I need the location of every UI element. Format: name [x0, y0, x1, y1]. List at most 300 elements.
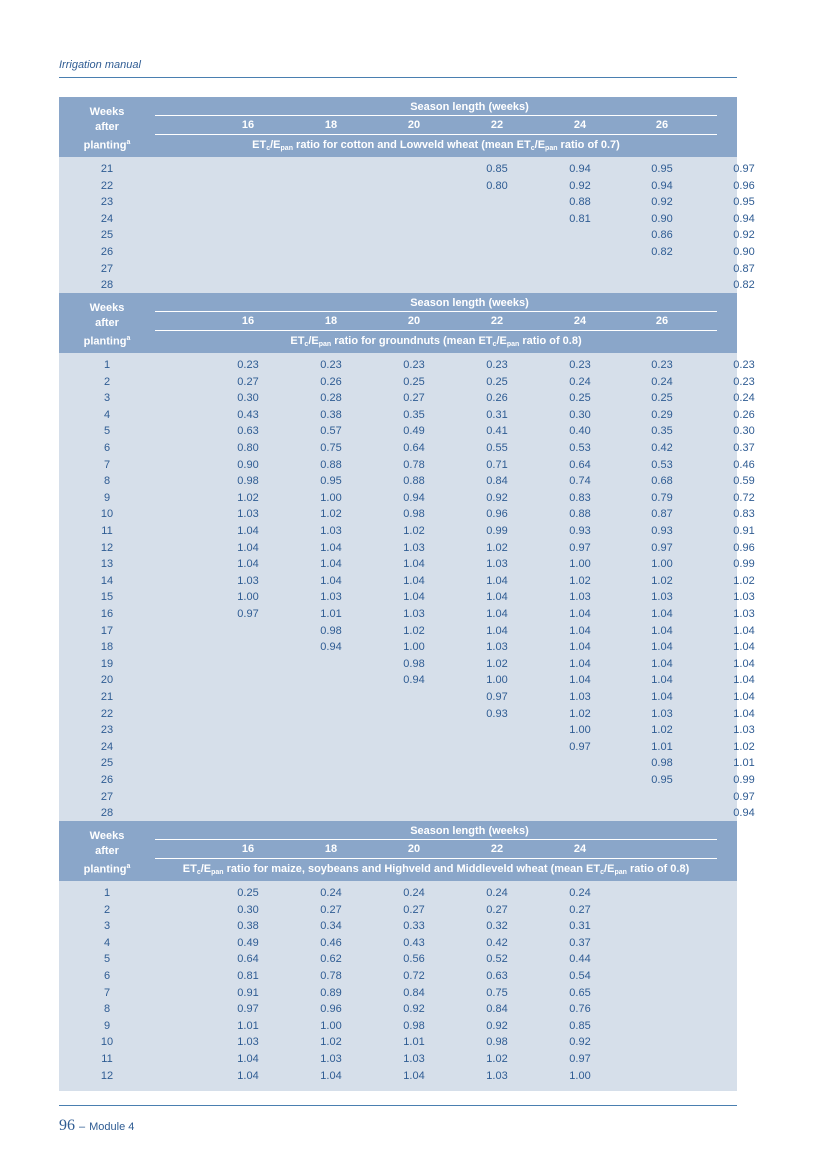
value-cell: 1.00: [320, 491, 342, 504]
value-cell: 0.23: [569, 359, 591, 371]
value-cell: 1.01: [237, 1019, 259, 1032]
value-cell: 1.04: [733, 624, 755, 637]
week-cell: 5: [103, 425, 111, 438]
table-row: [59, 672, 755, 688]
header-rule: [155, 330, 717, 331]
value-cell: 1.04: [320, 541, 342, 554]
value-cell: 0.90: [733, 246, 755, 258]
weeks-label-line: [59, 120, 155, 135]
value-cell: 1.04: [569, 624, 591, 637]
value-cell: 0.88: [569, 196, 591, 209]
value-cell: 1.04: [733, 674, 755, 687]
week-cell: 1: [103, 359, 111, 371]
value-cell: 0.85: [569, 1019, 591, 1032]
week-cell: 8: [103, 1003, 111, 1016]
column-header-24: 24: [573, 119, 587, 131]
value-cell: 1.03: [569, 591, 591, 604]
value-cell: 1.04: [486, 624, 508, 637]
value-cell: 1.04: [237, 541, 259, 554]
caption-text: ratio for maize, soybeans and Highveld and Middleveld wheat (mean ET: [223, 863, 601, 875]
value-cell: 0.44: [569, 953, 591, 966]
value-cell: 0.29: [651, 408, 673, 421]
caption-subscript: pan: [280, 145, 293, 152]
table-row: [59, 805, 755, 821]
week-cell: 28: [100, 279, 114, 292]
value-cell: 1.04: [237, 525, 259, 537]
caption-subscript: pan: [614, 869, 627, 876]
value-cell: 0.98: [651, 757, 673, 770]
column-header-16: 16: [241, 119, 255, 131]
value-cell: 0.85: [486, 163, 508, 175]
value-cell: 0.94: [403, 491, 425, 504]
value-cell: 0.92: [569, 1036, 591, 1049]
table-row: [59, 606, 755, 622]
caption-subscript: pan: [211, 869, 224, 876]
value-cell: 0.41: [486, 425, 508, 438]
table-header: [59, 293, 751, 353]
value-cell: 0.96: [733, 179, 755, 192]
value-cell: 0.92: [403, 1003, 425, 1016]
value-cell: 0.97: [569, 1053, 591, 1065]
caption-subscript: pan: [318, 341, 332, 348]
week-cell: 3: [103, 392, 111, 405]
value-cell: 0.23: [651, 359, 673, 371]
value-cell: 1.00: [569, 1069, 591, 1082]
table-row: [59, 277, 755, 293]
value-cell: 0.49: [403, 425, 425, 438]
table-header: [59, 97, 751, 157]
column-header-16: 16: [241, 315, 255, 327]
weeks-label-line: [59, 859, 155, 878]
value-cell: 1.03: [237, 574, 259, 587]
value-cell: 0.53: [651, 458, 673, 471]
table-row: [59, 390, 755, 406]
weeks-label-text: planting: [83, 335, 127, 348]
value-cell: 0.63: [237, 425, 259, 438]
week-cell: 24: [100, 740, 114, 753]
value-cell: 0.83: [733, 508, 755, 521]
value-cell: 1.03: [733, 591, 755, 604]
caption-subscript: c: [196, 869, 201, 876]
value-cell: 0.37: [733, 442, 755, 454]
value-cell: 0.53: [569, 442, 591, 454]
value-cell: 1.02: [569, 707, 591, 720]
table-row: [59, 985, 737, 1001]
week-cell: 13: [100, 558, 114, 571]
season-length-label: Season length (weeks): [410, 297, 529, 309]
value-cell: 0.27: [403, 392, 425, 405]
value-cell: 0.28: [320, 392, 342, 405]
table-row: [59, 211, 755, 227]
value-cell: 1.04: [237, 558, 259, 571]
week-cell: 6: [103, 442, 111, 454]
table-row: [59, 1051, 737, 1067]
weeks-label-text: planting: [83, 139, 127, 152]
table-row: [59, 772, 755, 788]
table-row: [59, 357, 755, 373]
table-row: [59, 161, 755, 177]
table-row: [59, 473, 755, 489]
footnote-marker: a: [126, 335, 131, 342]
value-cell: 1.03: [320, 1053, 342, 1065]
caption-text: ratio of 0.8): [519, 335, 582, 347]
footer-module: Module 4: [89, 1121, 135, 1133]
week-cell: 17: [100, 624, 114, 637]
table-row: [59, 755, 755, 771]
value-cell: 1.03: [486, 558, 508, 571]
value-cell: 0.30: [237, 392, 259, 405]
value-cell: 0.57: [320, 425, 342, 438]
value-cell: 0.26: [733, 408, 755, 421]
value-cell: 0.23: [237, 359, 259, 371]
value-cell: 0.97: [486, 691, 508, 703]
value-cell: 0.35: [651, 425, 673, 438]
value-cell: 0.93: [486, 707, 508, 720]
week-cell: 12: [100, 541, 114, 554]
table-body: [59, 881, 737, 1091]
value-cell: 0.86: [651, 229, 673, 242]
week-cell: 18: [100, 641, 114, 654]
value-cell: 1.04: [486, 574, 508, 587]
table-row: [59, 656, 755, 672]
value-cell: 1.01: [403, 1036, 425, 1049]
week-cell: 27: [100, 790, 114, 803]
value-cell: 0.89: [320, 986, 342, 999]
value-cell: 1.04: [651, 691, 673, 703]
value-cell: 0.25: [651, 392, 673, 405]
caption-text: /E: [270, 139, 281, 151]
weeks-label-text: after: [95, 121, 119, 133]
footnote-marker: a: [126, 863, 131, 870]
table-row: [59, 244, 755, 260]
weeks-label-line: [59, 331, 155, 350]
value-cell: 0.23: [733, 359, 755, 371]
value-cell: 0.98: [320, 624, 342, 637]
week-cell: 12: [100, 1069, 114, 1082]
value-cell: 1.04: [651, 641, 673, 654]
value-cell: 1.04: [651, 624, 673, 637]
value-cell: 1.04: [733, 657, 755, 670]
table-caption: [155, 138, 717, 156]
value-cell: 1.04: [733, 641, 755, 654]
weeks-label-line: [59, 829, 155, 844]
value-cell: 0.95: [320, 475, 342, 488]
column-header-22: 22: [490, 315, 504, 327]
header-rule: [155, 311, 717, 312]
week-cell: 27: [100, 262, 114, 275]
value-cell: 1.04: [403, 1069, 425, 1082]
week-cell: 26: [100, 246, 114, 258]
value-cell: 1.04: [237, 1053, 259, 1065]
value-cell: 0.92: [733, 229, 755, 242]
value-cell: 0.96: [320, 1003, 342, 1016]
value-cell: 1.02: [486, 657, 508, 670]
week-cell: 2: [103, 375, 111, 388]
value-cell: 0.30: [237, 903, 259, 916]
table-row: [59, 374, 755, 390]
value-cell: 1.03: [486, 641, 508, 654]
value-cell: 0.62: [320, 953, 342, 966]
running-header: Irrigation manual: [59, 59, 141, 71]
value-cell: 1.04: [320, 574, 342, 587]
caption-text: /E: [496, 335, 507, 347]
column-header-18: 18: [324, 843, 338, 855]
ratio-table-3: [59, 821, 737, 1091]
value-cell: 0.92: [651, 196, 673, 209]
weeks-label-text: Weeks: [89, 302, 125, 314]
value-cell: 0.25: [403, 375, 425, 388]
table-row: [59, 689, 755, 705]
value-cell: 0.94: [320, 641, 342, 654]
table-row: [59, 918, 737, 934]
column-header-26: 26: [655, 315, 669, 327]
value-cell: 0.98: [403, 508, 425, 521]
table-row: [59, 440, 755, 456]
value-cell: 1.04: [733, 707, 755, 720]
value-cell: 0.78: [320, 970, 342, 982]
value-cell: 1.02: [237, 491, 259, 504]
value-cell: 1.04: [651, 608, 673, 620]
weeks-after-planting-label: [59, 301, 155, 350]
value-cell: 0.76: [569, 1003, 591, 1016]
value-cell: 0.99: [733, 774, 755, 786]
value-cell: 0.82: [733, 279, 755, 292]
value-cell: 1.03: [237, 1036, 259, 1049]
caption-text: /E: [604, 863, 615, 875]
season-length-label: Season length (weeks): [410, 101, 529, 113]
caption-subscript: c: [600, 869, 605, 876]
value-cell: 1.03: [569, 691, 591, 703]
value-cell: 0.24: [320, 887, 342, 899]
value-cell: 1.04: [403, 558, 425, 571]
week-cell: 15: [100, 591, 114, 604]
week-cell: 11: [101, 525, 113, 537]
value-cell: 0.68: [651, 475, 673, 488]
value-cell: 0.94: [651, 179, 673, 192]
column-header-20: 20: [407, 119, 421, 131]
value-cell: 0.80: [237, 442, 259, 454]
value-cell: 1.04: [569, 608, 591, 620]
value-cell: 0.87: [733, 262, 755, 275]
value-cell: 0.46: [733, 458, 755, 471]
table-row: [59, 261, 755, 277]
value-cell: 0.97: [569, 740, 591, 753]
value-cell: 1.04: [486, 591, 508, 604]
value-cell: 0.25: [569, 392, 591, 405]
value-cell: 0.32: [486, 920, 508, 933]
weeks-after-planting-label: [59, 105, 155, 154]
table-row: [59, 902, 737, 918]
value-cell: 0.43: [403, 936, 425, 949]
week-cell: 9: [103, 491, 111, 504]
value-cell: 1.03: [403, 541, 425, 554]
table-row: [59, 490, 755, 506]
table-row: [59, 540, 755, 556]
value-cell: 1.00: [651, 558, 673, 571]
weeks-label-text: planting: [83, 863, 127, 876]
value-cell: 1.02: [569, 574, 591, 587]
caption-subscript: c: [530, 145, 535, 152]
value-cell: 0.78: [403, 458, 425, 471]
value-cell: 0.71: [486, 458, 508, 471]
value-cell: 0.38: [320, 408, 342, 421]
value-cell: 0.94: [569, 163, 591, 175]
value-cell: 1.02: [486, 541, 508, 554]
value-cell: 0.98: [237, 475, 259, 488]
value-cell: 0.82: [651, 246, 673, 258]
value-cell: 1.00: [403, 641, 425, 654]
table-row: [59, 1001, 737, 1017]
value-cell: 1.04: [403, 591, 425, 604]
table-row: [59, 227, 755, 243]
value-cell: 0.38: [237, 920, 259, 933]
caption-subscript: pan: [545, 145, 558, 152]
value-cell: 1.02: [320, 1036, 342, 1049]
value-cell: 0.54: [569, 970, 591, 982]
value-cell: 0.92: [486, 1019, 508, 1032]
value-cell: 1.02: [403, 525, 425, 537]
table-row: [59, 407, 755, 423]
caption-text: ET: [290, 335, 305, 347]
table-row: [59, 951, 737, 967]
week-cell: 4: [103, 408, 111, 421]
column-header-28: 28: [737, 119, 751, 131]
value-cell: 0.25: [486, 375, 508, 388]
caption-text: ratio of 0.7): [557, 139, 620, 151]
week-cell: 7: [103, 986, 111, 999]
value-cell: 0.94: [733, 807, 755, 820]
value-cell: 0.55: [486, 442, 508, 454]
value-cell: 1.00: [320, 1019, 342, 1032]
column-header-20: 20: [407, 843, 421, 855]
season-length-label: Season length (weeks): [410, 825, 529, 837]
value-cell: 0.23: [403, 359, 425, 371]
table-body: [59, 353, 755, 822]
value-cell: 0.24: [403, 887, 425, 899]
value-cell: 1.00: [569, 724, 591, 737]
week-cell: 16: [100, 608, 114, 620]
value-cell: 1.02: [733, 574, 755, 587]
value-cell: 0.25: [237, 887, 259, 899]
weeks-label-line: [59, 135, 155, 154]
table-row: [59, 722, 755, 738]
value-cell: 0.65: [569, 986, 591, 999]
value-cell: 1.01: [320, 608, 342, 620]
column-header-24: 24: [573, 843, 587, 855]
value-cell: 1.04: [569, 641, 591, 654]
column-header-24: 24: [573, 315, 587, 327]
value-cell: 0.24: [569, 887, 591, 899]
value-cell: 0.99: [486, 525, 508, 537]
table-row: [59, 789, 755, 805]
value-cell: 0.64: [569, 458, 591, 471]
value-cell: 0.24: [486, 887, 508, 899]
week-cell: 21: [100, 691, 114, 703]
value-cell: 0.43: [237, 408, 259, 421]
value-cell: 0.30: [733, 425, 755, 438]
week-cell: 7: [103, 458, 111, 471]
ratio-table-1: [59, 97, 755, 293]
week-cell: 10: [100, 1036, 114, 1049]
table-caption: [155, 862, 717, 880]
value-cell: 0.99: [733, 558, 755, 571]
value-cell: 1.03: [320, 525, 342, 537]
value-cell: 0.93: [569, 525, 591, 537]
value-cell: 0.97: [237, 608, 259, 620]
week-cell: 2: [103, 903, 111, 916]
value-cell: 1.03: [651, 591, 673, 604]
value-cell: 0.97: [733, 790, 755, 803]
value-cell: 0.59: [733, 475, 755, 488]
value-cell: 0.33: [403, 920, 425, 933]
value-cell: 1.04: [651, 657, 673, 670]
caption-subscript: c: [266, 145, 271, 152]
table-row: [59, 623, 755, 639]
value-cell: 0.64: [403, 442, 425, 454]
week-cell: 22: [100, 707, 114, 720]
caption-subscript: pan: [506, 341, 520, 348]
table-row: [59, 1034, 737, 1050]
value-cell: 0.26: [320, 375, 342, 388]
week-cell: 6: [103, 970, 111, 982]
value-cell: 1.03: [733, 724, 755, 737]
week-cell: 10: [100, 508, 114, 521]
value-cell: 1.04: [733, 691, 755, 703]
caption-subscript: c: [492, 341, 497, 348]
value-cell: 1.04: [320, 1069, 342, 1082]
column-header-28: 28: [737, 315, 751, 327]
table-row: [59, 739, 755, 755]
value-cell: 1.00: [237, 591, 259, 604]
value-cell: 0.52: [486, 953, 508, 966]
value-cell: 1.04: [486, 608, 508, 620]
value-cell: 1.00: [569, 558, 591, 571]
caption-text: ratio for cotton and Lowveld wheat (mean ET: [292, 139, 531, 151]
header-rule: [155, 858, 717, 859]
value-cell: 0.72: [403, 970, 425, 982]
table-header: [59, 821, 737, 881]
value-cell: 0.87: [651, 508, 673, 521]
value-cell: 0.98: [403, 1019, 425, 1032]
table-row: [59, 706, 755, 722]
header-rule: [155, 134, 717, 135]
value-cell: 0.80: [486, 179, 508, 192]
value-cell: 0.49: [237, 936, 259, 949]
caption-text: ratio of 0.8): [626, 863, 690, 875]
table-row: [59, 457, 755, 473]
value-cell: 1.04: [651, 674, 673, 687]
caption-subscript: c: [304, 341, 309, 348]
footer-rule: [59, 1105, 737, 1106]
value-cell: 0.95: [733, 196, 755, 209]
value-cell: 1.01: [651, 740, 673, 753]
week-cell: 25: [100, 757, 114, 770]
value-cell: 0.24: [569, 375, 591, 388]
value-cell: 0.91: [237, 986, 259, 999]
value-cell: 0.23: [733, 375, 755, 388]
value-cell: 0.46: [320, 936, 342, 949]
value-cell: 1.03: [651, 707, 673, 720]
table-row: [59, 556, 755, 572]
value-cell: 0.95: [651, 163, 673, 175]
weeks-after-planting-label: [59, 829, 155, 878]
value-cell: 0.23: [320, 359, 342, 371]
value-cell: 1.04: [237, 1069, 259, 1082]
value-cell: 0.84: [403, 986, 425, 999]
value-cell: 1.02: [486, 1053, 508, 1065]
value-cell: 1.03: [403, 608, 425, 620]
weeks-label-line: [59, 105, 155, 120]
